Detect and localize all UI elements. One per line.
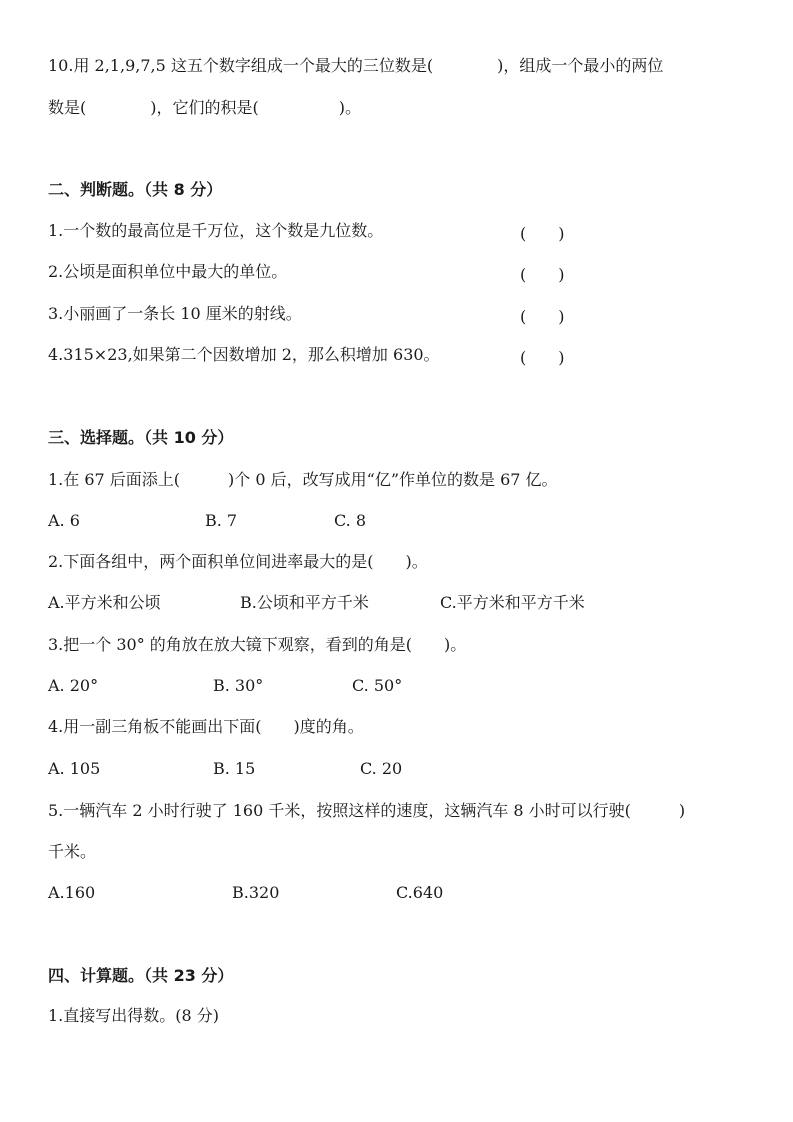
section-heading-calculation: 四、计算题。（共 23 分） bbox=[48, 966, 234, 985]
choice-question-4: 4.用一副三角板不能画出下面( )度的角。 bbox=[48, 717, 364, 736]
choice-q3-option-b: B. 30° bbox=[213, 676, 264, 695]
choice-q4-option-c: C. 20 bbox=[360, 759, 403, 778]
choice-q2-option-b: B.公顷和平方千米 bbox=[240, 593, 369, 612]
choice-q5-option-b: B.320 bbox=[232, 883, 280, 902]
choice-question-5-line-1: 5.一辆汽车 2 小时行驶了 160 千米，按照这样的速度，这辆汽车 8 小时可以行驶( ) bbox=[48, 801, 686, 820]
choice-q3-option-a: A. 20° bbox=[48, 676, 99, 695]
judge-answer-blank-4: ( ) bbox=[520, 348, 565, 367]
judge-item-1: 1.一个数的最高位是千万位，这个数是九位数。 bbox=[48, 221, 384, 240]
judge-answer-blank-3: ( ) bbox=[520, 307, 565, 326]
judge-answer-blank-1: ( ) bbox=[520, 224, 565, 243]
choice-question-2: 2.下面各组中，两个面积单位间进率最大的是( )。 bbox=[48, 552, 428, 571]
choice-q5-option-a: A.160 bbox=[48, 883, 96, 902]
choice-q1-option-a: A. 6 bbox=[48, 511, 80, 530]
choice-q3-option-c: C. 50° bbox=[352, 676, 403, 695]
choice-q5-option-c: C.640 bbox=[396, 883, 444, 902]
judge-item-2: 2.公顷是面积单位中最大的单位。 bbox=[48, 262, 288, 281]
section-heading-judgement: 二、判断题。（共 8 分） bbox=[48, 180, 223, 199]
choice-question-5-line-2: 千米。 bbox=[48, 842, 97, 861]
judge-answer-blank-2: ( ) bbox=[520, 265, 565, 284]
question-10-line-1: 10.用 2,1,9,7,5 这五个数字组成一个最大的三位数是( )，组成一个最小的两位 bbox=[48, 56, 664, 75]
choice-question-3: 3.把一个 30° 的角放在放大镜下观察，看到的角是( )。 bbox=[48, 635, 467, 654]
choice-q4-option-a: A. 105 bbox=[48, 759, 101, 778]
choice-question-1: 1.在 67 后面添上( )个 0 后，改写成用“亿”作单位的数是 67 亿。 bbox=[48, 470, 558, 489]
choice-q1-option-b: B. 7 bbox=[205, 511, 238, 530]
calc-question-1: 1.直接写出得数。(8 分) bbox=[48, 1006, 220, 1025]
choice-q2-option-c: C.平方米和平方千米 bbox=[440, 593, 585, 612]
judge-item-3: 3.小丽画了一条长 10 厘米的射线。 bbox=[48, 304, 302, 323]
choice-q2-option-a: A.平方米和公顷 bbox=[48, 593, 161, 612]
question-10-line-2: 数是( )，它们的积是( )。 bbox=[48, 98, 361, 117]
judge-item-4: 4.315×23,如果第二个因数增加 2，那么积增加 630。 bbox=[48, 345, 440, 364]
choice-q4-option-b: B. 15 bbox=[213, 759, 256, 778]
choice-q1-option-c: C. 8 bbox=[334, 511, 367, 530]
section-heading-choice: 三、选择题。（共 10 分） bbox=[48, 428, 234, 447]
